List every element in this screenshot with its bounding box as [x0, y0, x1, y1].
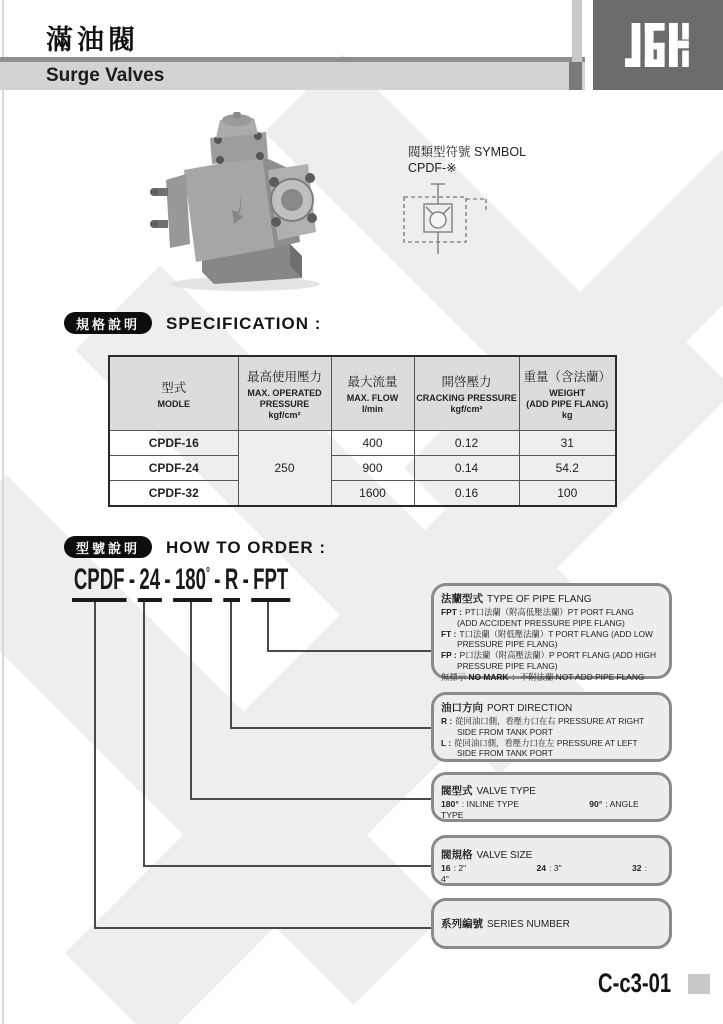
col-header-en: MAX. OPERATED	[247, 387, 322, 398]
item-key: R :	[441, 716, 453, 726]
callout-title	[441, 847, 662, 862]
item-key: FPT :	[441, 607, 462, 617]
symbol-model-text: CPDF-※	[408, 161, 457, 175]
cell-max-pressure: 250	[238, 431, 331, 507]
header-square	[569, 62, 582, 90]
item-key: 32	[632, 863, 642, 873]
table-row	[109, 456, 616, 481]
code-segment-flange: FPT	[251, 563, 290, 602]
callout-title-zh: 法蘭型式	[441, 593, 483, 605]
order-badge	[64, 536, 152, 558]
item-key: FT :	[441, 628, 457, 639]
code-segment-size: 24	[138, 563, 162, 602]
callout-series-number	[431, 898, 672, 949]
connector-line-direction	[230, 727, 431, 729]
valve-photo	[140, 112, 350, 297]
spec-table	[108, 355, 617, 507]
header-subtitle-bar	[0, 62, 585, 90]
callout-title-zh: 閥規格	[441, 849, 473, 861]
col-header-en: MODLE	[157, 398, 190, 409]
order-code	[72, 563, 290, 602]
connector-line-size	[143, 865, 431, 867]
callout-item	[441, 799, 662, 821]
degree-sign: °	[205, 565, 210, 582]
code-separator: -	[214, 563, 221, 596]
callout-item-cont: PRESSURE PIPE FLANG)	[457, 639, 558, 650]
code-separator: -	[128, 563, 136, 596]
callout-item-nomark	[441, 672, 662, 683]
item-key: 16	[441, 863, 451, 873]
cell-weight: 31	[519, 431, 616, 456]
callout-item	[441, 863, 662, 885]
header-stripe	[572, 0, 582, 62]
order-heading: HOW TO ORDER :	[166, 538, 327, 557]
col-header-en: (ADD PIPE FLANG)	[526, 398, 609, 409]
callout-item	[441, 650, 662, 661]
callout-title	[441, 700, 662, 715]
item-text: : 4"	[441, 863, 647, 884]
cell-cracking: 0.16	[414, 481, 519, 507]
col-header-zh: 最高使用壓力	[246, 369, 322, 384]
page-edge-line	[2, 0, 4, 1024]
item-text: : 2"	[453, 863, 467, 873]
brand-logo-box	[593, 0, 723, 90]
cell-model: CPDF-32	[109, 481, 238, 507]
col-header-model	[109, 356, 238, 431]
callout-port-direction	[431, 692, 672, 762]
order-badge-label: 型號說明	[76, 540, 141, 556]
connector-line-size	[143, 601, 145, 865]
callout-item	[441, 629, 662, 640]
item-key: 90°	[589, 799, 603, 809]
col-header-en: PRESSURE	[259, 398, 310, 409]
spec-badge-label: 規格說明	[76, 316, 141, 332]
col-header-zh: 最大流量	[347, 375, 398, 389]
item-text: : 3"	[549, 863, 562, 873]
connector-line-flange	[267, 650, 431, 652]
item-text: T口法蘭（附低壓法蘭）T PORT FLANG (ADD LOW	[459, 628, 653, 639]
callout-item-cont: SIDE FROM TANK PORT	[457, 726, 553, 737]
callout-title-en: SERIES NUMBER	[487, 919, 570, 930]
code-segment-type	[173, 563, 212, 602]
code-segment-type-value: 180	[174, 563, 206, 596]
connector-line-type	[190, 798, 431, 800]
symbol-label	[408, 144, 526, 176]
col-header-zh: 型式	[161, 380, 187, 395]
col-header-unit: l/min	[361, 404, 383, 414]
cell-model: CPDF-24	[109, 456, 238, 481]
nomark-pre: 無標示	[441, 671, 467, 682]
item-text: 從回油口側，看壓力口在左 PRESSURE AT LEFT	[454, 737, 638, 748]
col-header-zh: 重量（含法蘭）	[523, 369, 611, 384]
col-header-zh: 開啓壓力	[441, 375, 492, 389]
code-segment-direction: R	[223, 563, 240, 602]
spec-badge	[64, 312, 152, 334]
connector-line-series	[94, 927, 431, 929]
nomark-post: ：不附法蘭 NOT ADD PIPE FLANG	[511, 671, 645, 682]
item-key: 180°	[441, 799, 459, 809]
callout-title-en: VALVE SIZE	[476, 850, 533, 861]
col-header-unit: kgf/cm²	[450, 404, 483, 414]
col-header-unit: kgf/cm²	[268, 409, 301, 420]
jgh-logo-icon	[625, 23, 691, 67]
callout-item	[441, 738, 662, 749]
callout-title-zh: 油口方向	[441, 702, 483, 714]
callout-valve-type	[431, 772, 672, 822]
item-text: : INLINE TYPE	[461, 799, 519, 809]
nomark-key: NO MARK	[468, 671, 509, 682]
callout-title-en: PORT DIRECTION	[487, 703, 573, 714]
item-text: 從回油口側，看壓力口在右 PRESSURE AT RIGHT	[455, 716, 645, 726]
callout-item	[441, 607, 662, 618]
valve-type-option	[441, 799, 553, 809]
cell-flow: 1600	[331, 481, 414, 507]
cell-model: CPDF-16	[109, 431, 238, 456]
connector-line-type	[190, 601, 192, 798]
callout-item-cont: PRESSURE PIPE FLANG)	[457, 660, 558, 671]
item-key: L :	[441, 737, 452, 748]
callout-title	[441, 916, 570, 931]
valve-size-option	[537, 863, 596, 873]
symbol-label-text: 閥類型符號 SYMBOL	[408, 145, 527, 159]
callout-title-zh: 閥型式	[441, 785, 473, 797]
callout-flange-type	[431, 583, 672, 682]
item-key: FP :	[441, 650, 457, 661]
col-header-cracking	[414, 356, 519, 431]
col-header-en: WEIGHT	[549, 387, 586, 398]
code-separator: -	[242, 563, 249, 596]
callout-title-en: TYPE OF PIPE FLANG	[487, 594, 592, 605]
connector-line-direction	[230, 601, 232, 727]
col-header-max-pressure	[238, 356, 331, 431]
page-code: C-c3-01	[598, 968, 672, 998]
cell-flow: 900	[331, 456, 414, 481]
valve-symbol-diagram	[396, 178, 496, 258]
item-text: PT口法蘭（附高低壓法蘭）PT PORT FLANG	[464, 607, 634, 617]
footer-square	[688, 974, 710, 994]
table-row	[109, 481, 616, 507]
valve-size-option	[441, 863, 500, 873]
col-header-en: MAX. FLOW	[346, 393, 399, 403]
col-header-max-flow	[331, 356, 414, 431]
page-subtitle: Surge Valves	[46, 65, 165, 86]
callout-item	[441, 716, 662, 727]
connector-line-series	[94, 601, 96, 927]
item-text: : ANGLE TYPE	[441, 799, 639, 820]
table-row	[109, 431, 616, 456]
code-segment-series: CPDF	[72, 563, 126, 602]
page-title: 滿油閥	[46, 25, 139, 55]
spec-heading: SPECIFICATION :	[166, 314, 322, 333]
callout-title-en: VALVE TYPE	[476, 786, 536, 797]
cell-cracking: 0.14	[414, 456, 519, 481]
connector-line-flange	[267, 601, 269, 650]
callout-item-cont: (ADD ACCIDENT PRESSURE PIPE FLANG)	[457, 617, 625, 628]
col-header-unit: kg	[561, 409, 573, 420]
item-text: P口法蘭（附高壓法蘭）P PORT FLANG (ADD HIGH	[459, 650, 657, 661]
callout-title	[441, 783, 662, 798]
cell-flow: 400	[331, 431, 414, 456]
code-separator: -	[164, 563, 171, 596]
callout-title	[441, 591, 662, 606]
callout-item-cont: SIDE FROM TANK PORT	[457, 748, 553, 759]
cell-weight: 54.2	[519, 456, 616, 481]
spec-table-header-row	[109, 356, 616, 431]
col-header-en: CRACKING PRESSURE	[416, 393, 517, 403]
cell-weight: 100	[519, 481, 616, 507]
callout-title-zh: 系列編號	[441, 918, 483, 930]
item-key: 24	[536, 863, 547, 873]
col-header-weight	[519, 356, 616, 431]
callout-valve-size	[431, 835, 672, 886]
cell-cracking: 0.12	[414, 431, 519, 456]
